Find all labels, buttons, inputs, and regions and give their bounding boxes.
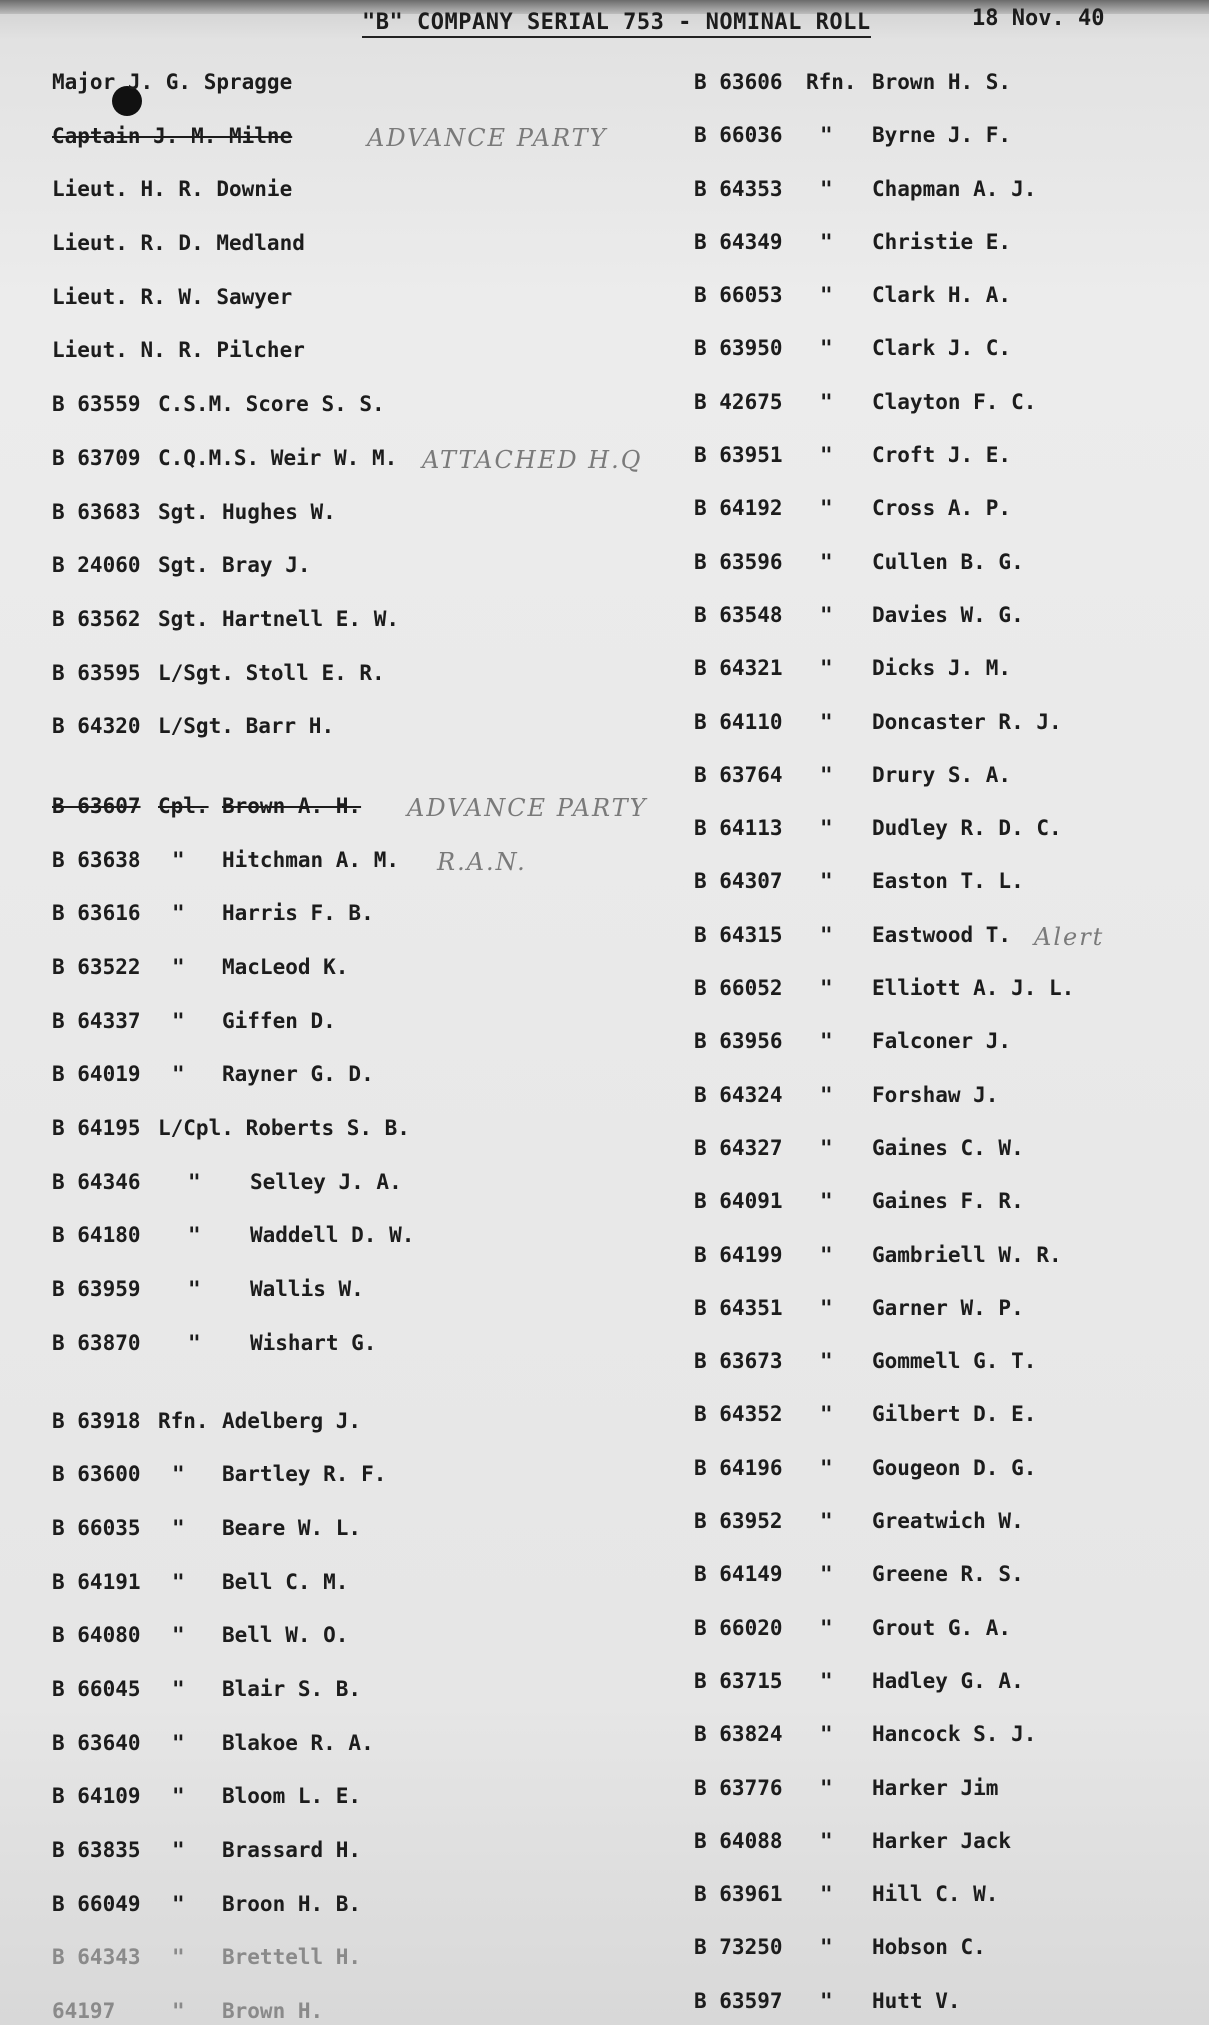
roll-entry [52,599,652,653]
rank: L/Sgt. [158,714,234,739]
service-number: B 63918 [52,1408,141,1433]
roll-entry [52,1884,652,1938]
rank: " [820,1509,833,1534]
soldier-name: Brown A. H. [222,793,362,818]
roll-entry [694,328,1194,381]
service-number: B 64088 [694,1828,783,1853]
rank: " [172,955,185,979]
service-number: B 63606 [694,70,783,94]
page-date: 18 Nov. 40 [972,6,1105,31]
left-column [52,62,652,2025]
rank: " [172,1999,185,2024]
rank: " [820,1135,833,1160]
roll-entry [52,384,652,438]
service-number: B 63951 [694,443,783,468]
rank: " [820,176,833,201]
soldier-name: Hughes W. [222,499,336,524]
rank: Sgt. [158,553,209,578]
roll-entry [52,330,652,384]
service-number: B 64199 [694,1242,783,1267]
service-number: B 63709 [52,445,141,470]
service-number: B 63559 [52,392,141,417]
roll-entry [52,1991,652,2025]
roll-entry [52,116,652,170]
soldier-name: Brown H. [222,1999,324,2024]
service-number: B 64353 [694,176,783,201]
rank: " [820,762,833,787]
roll-entry [694,1981,1194,2025]
soldier-name: Davies W. G. [872,602,1024,627]
soldier-name: Roberts S. B. [245,1116,410,1141]
rank: " [820,1402,833,1427]
roll-entry [52,840,652,894]
roll-entry [694,1128,1194,1181]
rank: " [820,709,833,734]
rank: " [172,1008,185,1033]
roll-entry [52,1323,652,1377]
soldier-name: Gambriell W. R. [872,1242,1062,1267]
soldier-name: Broon H. B. [222,1891,362,1916]
service-number: B 64324 [694,1082,783,1107]
service-number: B 63638 [52,847,141,872]
roll-entry [694,702,1194,755]
rank: Cpl. [158,793,209,818]
service-number: B 64321 [694,656,783,681]
rank: " [820,1029,833,1054]
service-number: B 63562 [52,606,141,631]
service-number: B 66036 [694,123,783,148]
soldier-name: Blakoe R. A. [222,1730,374,1755]
soldier-name: Eastwood T. [872,922,1012,947]
roll-entry [694,595,1194,648]
rank: " [820,549,833,574]
service-number: B 63595 [52,660,141,685]
service-number: B 63961 [694,1882,783,1907]
service-number: B 64352 [694,1402,783,1427]
rank: " [820,602,833,627]
rank: " [172,847,185,872]
roll-entry [694,62,1194,115]
officer-name: Lieut. H. R. Downie [52,177,293,202]
soldier-name: Gilbert D. E. [872,1402,1037,1427]
service-number: B 63548 [694,602,783,627]
roll-entry [52,786,652,840]
rank: " [820,656,833,681]
rank: " [172,1730,185,1755]
soldier-name: Wallis W. [250,1277,364,1302]
service-number: B 64327 [694,1135,783,1160]
service-number: B 63776 [694,1775,783,1800]
roll-entry [52,653,652,707]
service-number: B 64149 [694,1562,783,1587]
rank: " [820,229,833,254]
soldier-name: Rayner G. D. [222,1062,374,1087]
roll-entry [694,1874,1194,1927]
roll-entry [52,62,652,116]
soldier-name: Stoll E. R. [245,660,385,685]
roll-entry [694,915,1194,968]
soldier-name: Adelberg J. [222,1408,362,1433]
rank: " [172,1515,185,1540]
roll-entry [52,1830,652,1884]
rank: " [820,1775,833,1800]
rank: " [820,336,833,361]
roll-entry [694,1181,1194,1234]
soldier-name: Clayton F. C. [872,389,1037,414]
roll-entry [694,1448,1194,1501]
roll-entry [694,1075,1194,1128]
roll-entry [694,1341,1194,1394]
soldier-name: Cross A. P. [872,496,1012,521]
soldier-name: Byrne J. F. [872,123,1012,148]
service-number: B 63824 [694,1722,783,1747]
service-number: B 64113 [694,816,783,841]
service-number: B 66049 [52,1891,141,1916]
service-number: B 63673 [694,1349,783,1374]
soldier-name: Elliott A. J. L. [872,976,1075,1001]
service-number: B 64192 [694,496,783,521]
service-number: B 63959 [52,1277,141,1302]
rank: " [820,922,833,947]
rank: " [188,1223,201,1248]
soldier-name: Giffen D. [222,1008,336,1033]
soldier-name: Bell C. M. [222,1569,349,1594]
roll-entry [52,1615,652,1669]
roll-entry [694,1501,1194,1554]
service-number: B 64196 [694,1455,783,1480]
soldier-name: Hitchman A. M. [222,847,400,872]
soldier-name: Christie E. [872,229,1012,254]
rank: " [820,1295,833,1320]
soldier-name: Croft J. E. [872,443,1012,468]
service-number: B 63715 [694,1668,783,1693]
service-number: B 64109 [52,1784,141,1809]
rank: " [820,816,833,841]
rank: " [188,1277,201,1302]
soldier-name: Gaines C. W. [872,1135,1024,1160]
handwritten-note: ADVANCE PARTY [367,123,608,152]
soldier-name: Falconer J. [872,1029,1012,1054]
service-number: B 63956 [694,1029,783,1054]
service-number: B 63952 [694,1509,783,1534]
service-number: B 63870 [52,1330,141,1355]
rank: C.Q.M.S. [158,445,260,470]
handwritten-note: R.A.N. [437,847,527,876]
service-number: B 64346 [52,1169,141,1194]
rank: " [172,1062,185,1087]
rank: " [188,1169,201,1194]
roll-entry [694,1714,1194,1767]
rank: " [172,1676,185,1701]
soldier-name: Hadley G. A. [872,1668,1024,1693]
rank: " [820,1242,833,1267]
soldier-name: Easton T. L. [872,869,1024,894]
soldier-name: Doncaster R. J. [872,709,1062,734]
roll-entry [694,968,1194,1021]
service-number: B 64351 [694,1295,783,1320]
rank: " [820,1615,833,1640]
service-number: B 64091 [694,1189,783,1214]
page-title: "B" COMPANY SERIAL 753 - NOMINAL ROLL [362,10,871,38]
handwritten-note: Alert [1034,922,1105,951]
rank: " [172,1623,185,1648]
soldier-name: Score S. S. [245,392,385,417]
service-number: B 63764 [694,762,783,787]
soldier-name: Selley J. A. [250,1169,402,1194]
handwritten-note: ADVANCE PARTY [407,793,648,822]
roll-entry [52,706,652,760]
roll-entry [52,1723,652,1777]
soldier-name: Bray J. [222,553,311,578]
officer-name: Captain J. M. Milne [52,123,293,148]
service-number: B 63835 [52,1838,141,1862]
service-number: B 63640 [52,1730,141,1755]
roll-entry [52,1401,652,1455]
rank: C.S.M. [158,392,234,417]
soldier-name: Brassard H. [222,1838,362,1862]
soldier-name: Wishart G. [250,1330,377,1355]
service-number: B 64320 [52,714,141,739]
service-number: B 63607 [52,793,141,818]
roll-entry [52,492,652,546]
soldier-name: Chapman A. J. [872,176,1037,201]
soldier-name: Bloom L. E. [222,1784,362,1809]
rank: " [820,1828,833,1853]
roll-entry [52,1215,652,1269]
roll-entry [52,1269,652,1323]
rank: " [820,1562,833,1587]
roll-entry [694,222,1194,275]
roll-entry [694,542,1194,595]
rank: " [172,1784,185,1809]
officer-name: Major J. G. Spragge [52,70,293,94]
soldier-name: Hobson C. [872,1935,986,1960]
roll-entry [52,1508,652,1562]
rank: " [820,1988,833,2013]
roll-entry [694,1235,1194,1288]
soldier-name: Harker Jack [872,1828,1012,1853]
soldier-name: Gommell G. T. [872,1349,1037,1374]
service-number: B 63950 [694,336,783,361]
soldier-name: Bell W. O. [222,1623,349,1648]
right-column [694,62,1194,2025]
service-number: B 64337 [52,1008,141,1033]
rank: " [820,1189,833,1214]
roll-entry [52,1454,652,1508]
rank: " [172,901,185,926]
roll-entry [52,1054,652,1108]
soldier-name: Dicks J. M. [872,656,1012,681]
service-number: B 66052 [694,976,783,1001]
roll-entry [694,1021,1194,1074]
soldier-name: Hancock S. J. [872,1722,1037,1747]
officer-name: Lieut. R. W. Sawyer [52,284,293,309]
rank: " [820,283,833,308]
service-number: B 73250 [694,1935,783,1960]
soldier-name: Barr H. [245,714,335,739]
roll-entry [694,488,1194,541]
roll-entry [52,1562,652,1616]
rank: " [820,1668,833,1693]
roll-entry [52,545,652,599]
roll-entry [52,169,652,223]
service-number: B 66020 [694,1615,783,1640]
soldier-name: Brown H. S. [872,70,1012,94]
roll-entry [52,893,652,947]
soldier-name: Drury S. A. [872,762,1012,787]
soldier-name: Cullen B. G. [872,549,1024,574]
roll-entry [694,115,1194,168]
rank: " [188,1330,201,1355]
service-number: B 64110 [694,709,783,734]
soldier-name: Forshaw J. [872,1082,999,1107]
roll-entry [694,861,1194,914]
soldier-name: Brettell H. [222,1945,362,1970]
officer-name: Lieut. R. D. Medland [52,231,305,256]
roll-entry [52,1937,652,1991]
roll-entry [52,1669,652,1723]
rank: " [172,1569,185,1594]
soldier-name: Garner W. P. [872,1295,1024,1320]
soldier-name: Greatwich W. [872,1509,1024,1534]
service-number: B 63683 [52,499,141,524]
roll-entry [52,223,652,277]
roll-entry [52,277,652,331]
rank: " [820,1082,833,1107]
roll-entry [694,382,1194,435]
service-number: B 64180 [52,1223,141,1248]
service-number: B 24060 [52,553,141,578]
rank: Rfn. [806,70,857,94]
rank: " [820,976,833,1001]
soldier-name: Beare W. L. [222,1515,362,1540]
service-number: B 64315 [694,922,783,947]
soldier-name: Hartnell E. W. [222,606,400,631]
roll-entry [694,1661,1194,1714]
roll-entry [694,169,1194,222]
service-number: B 63596 [694,549,783,574]
service-number: B 63616 [52,901,141,926]
service-number: B 64019 [52,1062,141,1087]
rank: " [820,496,833,521]
soldier-name: Gaines F. R. [872,1189,1024,1214]
service-number: B 64307 [694,869,783,894]
roll-entry [52,1001,652,1055]
soldier-name: Bartley R. F. [222,1462,387,1487]
rank: " [820,869,833,894]
rank: " [172,1462,185,1487]
soldier-name: MacLeod K. [222,955,349,979]
soldier-name: Waddell D. W. [250,1223,415,1248]
roll-entry [694,755,1194,808]
roll-entry [694,435,1194,488]
service-number: B 66053 [694,283,783,308]
soldier-name: Greene R. S. [872,1562,1024,1587]
service-number: B 63522 [52,955,141,979]
service-number: B 64343 [52,1945,141,1970]
service-number: B 63597 [694,1988,783,2013]
roll-entry [694,1554,1194,1607]
roll-entry [694,648,1194,701]
service-number: B 64080 [52,1623,141,1648]
service-number: B 64191 [52,1569,141,1594]
roll-entry [52,1108,652,1162]
roll-entry [694,275,1194,328]
service-number: B 64349 [694,229,783,254]
rank: " [172,1838,185,1862]
soldier-name: Clark H. A. [872,283,1012,308]
rank: " [820,389,833,414]
soldier-name: Gougeon D. G. [872,1455,1037,1480]
roll-entry [52,1776,652,1830]
soldier-name: Dudley R. D. C. [872,816,1062,841]
rank: " [820,1722,833,1747]
rank: Sgt. [158,499,209,524]
roll-entry [52,438,652,492]
soldier-name: Blair S. B. [222,1676,362,1701]
rank: " [820,1935,833,1960]
rank: " [820,1455,833,1480]
roll-entry [694,1288,1194,1341]
rank: " [820,443,833,468]
roll-entry [694,1394,1194,1447]
roll-entry [694,1608,1194,1661]
roll-entry [694,1927,1194,1980]
soldier-name: Clark J. C. [872,336,1012,361]
rank: " [172,1945,185,1970]
roll-entry [694,1821,1194,1874]
rank: " [820,1349,833,1374]
rank: " [820,123,833,148]
roll-entry [52,1162,652,1216]
roll-entry [52,947,652,1001]
soldier-name: Harker Jim [872,1775,999,1800]
soldier-name: Harris F. B. [222,901,374,926]
officer-name: Lieut. N. R. Pilcher [52,338,305,363]
rank: " [820,1882,833,1907]
soldier-name: Hill C. W. [872,1882,999,1907]
roll-entry [694,808,1194,861]
rank: Sgt. [158,606,209,631]
soldier-name: Hutt V. [872,1988,961,2013]
rank: L/Cpl. [158,1116,234,1141]
rank: Rfn. [158,1408,209,1433]
service-number: B 64195 [52,1116,141,1141]
roll-entry [694,1768,1194,1821]
soldier-name: Weir W. M. [270,445,398,470]
service-number: B 63600 [52,1462,141,1487]
service-number: B 66045 [52,1676,141,1701]
service-number: 64197 [52,1999,116,2024]
service-number: B 42675 [694,389,783,414]
soldier-name: Grout G. A. [872,1615,1012,1640]
handwritten-note: ATTACHED H.Q [422,445,643,474]
service-number: B 66035 [52,1515,141,1540]
rank: L/Sgt. [158,660,234,685]
rank: " [172,1891,185,1916]
